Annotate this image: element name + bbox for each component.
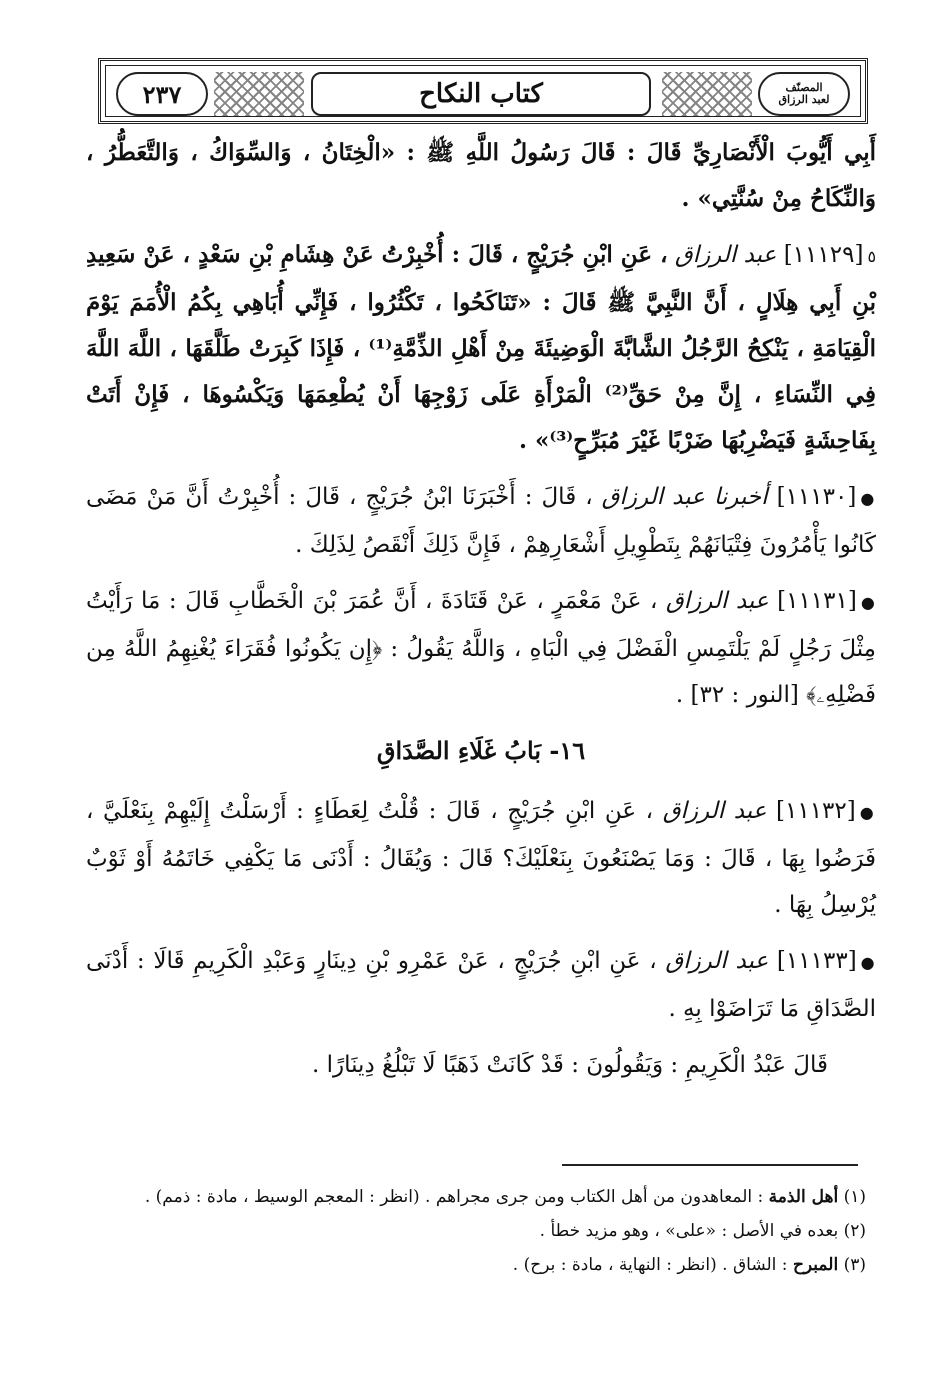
footnote-text: : المعاهدون من أهل الكتاب ومن جرى مجراهم . (انظر : المعجم الوسيط ، مادة : ذمم) .: [144, 1187, 764, 1207]
hadith-number: [١١١٣٢]: [776, 798, 856, 824]
hadith-text: ، عَنِ ابْنِ جُرَيْجٍ ، قَالَ : قُلْتُ لِعَطَاءٍ : أَرْسَلْتُ إِلَيْهِمْ بِنَعْلَيَّ ، فَرَضُوا بِهَا ، قَالَ : وَمَا يَصْنَعُونَ بِنَعْلَيْكَ؟ قَالَ : وَيُقَالُ : أَدْنَى مَا يَكْفِي خَاتَمُهُ أَوْ ثَوْبٌ يُرْسِلُ بِهَا .: [86, 798, 876, 918]
hadith-paragraph: [86, 474, 876, 568]
hadith-paragraph: [86, 788, 876, 928]
footnote-text: بعده في الأصل : «على» ، وهو مزيد خطأ .: [539, 1221, 839, 1241]
footnote-marker: (١): [843, 1187, 866, 1207]
hadith-paragraph: [86, 578, 876, 718]
hadith-marker: ●: [860, 953, 877, 972]
hadith-marker: ٥: [867, 247, 877, 266]
hadith-paragraph: [86, 232, 876, 464]
ornament-right: [662, 72, 752, 116]
footnote-text: : الشاق . (انظر : النهاية ، مادة : برح) .: [512, 1255, 788, 1275]
ornament-left: [214, 72, 304, 116]
hadith-text: ، عَنِ ابْنِ جُرَيْجٍ ، قَالَ : أُخْبِرْتُ عَنْ هِشَامِ بْنِ سَعْدٍ ، عَنْ سَعِيدِ بْنِ أَبِي هِلَالٍ ، أَنَّ النَّبِيَّ ﷺ قَالَ : «تَنَاكَحُوا ، تَكْثُرُوا ، فَإِنِّي أُبَاهِي بِكُمُ الْأُمَمَ يَوْمَ الْقِيَامَةِ ، يَنْكِحُ الرَّجُلُ الشَّابَّةَ الْوَضِيئَةَ مِنْ أَهْلِ الذِّمَّةِ⁽¹⁾ ، فَإِذَا كَبِرَتْ طَلَّقَهَا ، اللَّهَ اللَّهَ فِي النِّسَاءِ ، إِنَّ مِنْ حَقِّ⁽²⁾ الْمَرْأَةِ عَلَى زَوْجِهَا أَنْ يُطْعِمَهَا وَيَكْسُوهَا ، فَإِنْ أَتَتْ بِفَاحِشَةٍ فَيَضْرِبُهَا ضَرْبًا غَيْرَ مُبَرِّحٍ⁽³⁾» .: [86, 241, 876, 454]
hadith-number: [١١١٣٠]: [776, 484, 857, 510]
isnad-source: أخبرنا عبد الرزاق: [601, 484, 768, 510]
footnote: [86, 1180, 866, 1214]
hadith-text: أَبِي أَيُّوبَ الْأَنْصَارِيِّ قَالَ : قَالَ رَسُولُ اللَّهِ ﷺ : «الْخِتَانُ ، وَالسِّوَاكُ ، وَالتَّعَطُّرُ ، وَالنِّكَاحُ مِنْ سُنَّتِي» .: [86, 139, 876, 212]
hadith-marker: ●: [860, 593, 877, 612]
footnote-marker: (٣): [843, 1255, 866, 1275]
hadith-text: ، عَنْ مَعْمَرٍ ، عَنْ قَتَادَةَ ، أَنَّ عُمَرَ بْنَ الْخَطَّابِ قَالَ : مَا رَأَيْتُ مِثْلَ رَجُلٍ لَمْ يَلْتَمِسِ الْفَضْلَ فِي الْبَاهِ ، وَاللَّهُ يَقُولُ : ﴿إِن يَكُونُوا فُقَرَاءَ يُغْنِهِمُ اللَّهُ مِن فَضْلِهِۦ﴾ [النور : ٣٢] .: [86, 588, 876, 708]
isnad-source: عبد الرزاق: [674, 242, 777, 268]
hadith-text: ، قَالَ : أَخْبَرَنَا ابْنُ جُرَيْجٍ ، قَالَ : أُخْبِرْتُ أَنَّ مَنْ مَضَى كَانُوا يَأْمُرُونَ فِتْيَانَهُمْ بِتَطْوِيلِ أَشْعَارِهِمْ ، فَإِنَّ ذَلِكَ أَنْقَصُ لِذَلِكَ .: [86, 484, 876, 558]
hadith-paragraph: [86, 938, 876, 1032]
hadith-number: [١١١٢٩]: [783, 242, 864, 268]
footnote-term: أهل الذمة: [768, 1187, 839, 1207]
hadith-marker: ●: [860, 489, 877, 508]
hadith-marker: ●: [859, 803, 876, 822]
seal-line-2: لعبد الرزاق: [778, 93, 830, 106]
isnad-source: عبد الرزاق: [665, 948, 769, 974]
footnote: [86, 1214, 866, 1248]
closing-statement: قَالَ عَبْدُ الْكَرِيمِ : وَيَقُولُونَ : قَدْ كَانَتْ ذَهَبًا لَا تَبْلُغُ دِينَارًا .: [311, 1052, 828, 1078]
hadith-text: ، عَنِ ابْنِ جُرَيْجٍ ، عَنْ عَمْرِو بْنِ دِينَارٍ وَعَبْدِ الْكَرِيمِ قَالَا : أَدْنَى الصَّدَاقِ مَا تَرَاضَوْا بِهِ .: [86, 948, 876, 1022]
page-number: ٢٣٧: [116, 72, 208, 116]
page-header: [98, 58, 868, 124]
isnad-source: عبد الرزاق: [662, 798, 767, 824]
isnad-source: عبد الرزاق: [665, 588, 769, 614]
footnote-marker: (٢): [843, 1221, 866, 1241]
book-seal-icon: [758, 72, 850, 116]
header-frame: [105, 65, 861, 117]
footnote: [86, 1248, 866, 1282]
seal-line-1: المصنّف: [785, 80, 823, 94]
book-title: كتاب النكاح: [311, 72, 651, 116]
hadith-paragraph: [86, 130, 876, 222]
hadith-number: [١١١٣٣]: [776, 948, 857, 974]
hadith-number: [١١١٣١]: [777, 588, 857, 614]
footnotes: [86, 1180, 866, 1282]
main-text: [86, 130, 876, 1098]
footnote-divider: [562, 1164, 858, 1166]
footnote-term: المبرح: [792, 1255, 839, 1275]
chapter-heading: ١٦- بَابُ غَلَاءِ الصَّدَاقِ: [376, 736, 586, 765]
